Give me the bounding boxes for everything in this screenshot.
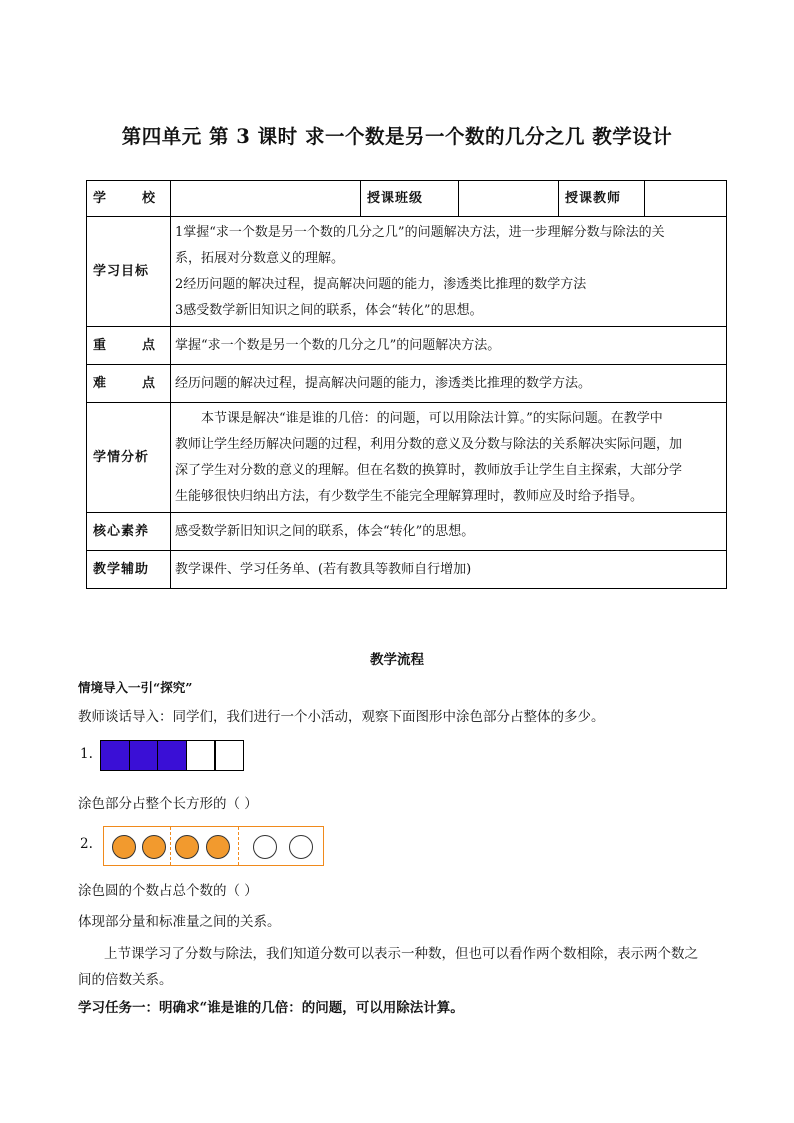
task-1-heading: 学习任务一：明确求“谁是谁的几倍：的问题，可以用除法计算。 xyxy=(78,1000,464,1016)
shaded-square xyxy=(100,740,130,771)
goal-line: 系，拓展对分数意义的理解。 xyxy=(175,250,345,266)
shaded-circle xyxy=(142,835,166,859)
school-label: 学 校 xyxy=(87,181,171,217)
teacher-label: 授课教师 xyxy=(559,181,645,217)
key-label: 重 点 xyxy=(87,327,171,365)
teacher-value[interactable] xyxy=(645,181,727,217)
goal-line: 3感受数学新旧知识之间的联系，体会“转化”的思想。 xyxy=(175,302,483,318)
literacy-label: 核心素养 xyxy=(87,513,171,551)
shaded-square xyxy=(157,740,187,771)
analysis-cell xyxy=(171,403,727,513)
question-1-number: 1. xyxy=(80,746,93,762)
lesson-info-table xyxy=(86,180,727,589)
aids-label: 教学辅助 xyxy=(87,551,171,589)
goals-cell xyxy=(171,217,727,327)
analysis-line: 教师让学生经历解决问题的过程，利用分数的意义及分数与除法的关系解决实际问题，加 xyxy=(175,436,683,452)
group-divider xyxy=(238,827,239,865)
shaded-circle xyxy=(175,835,199,859)
analysis-label: 学情分析 xyxy=(87,403,171,513)
paragraph-line-1: 上节课学习了分数与除法，我们知道分数可以表示一种数，但也可以看作两个数相除，表示两个数之 xyxy=(104,946,698,962)
school-value[interactable] xyxy=(171,181,361,217)
intro-text: 教师谈话导入：同学们，我们进行一个小活动，观察下面图形中涂色部分占整体的多少。 xyxy=(78,709,605,725)
empty-circle xyxy=(253,835,277,859)
shaded-circle xyxy=(112,835,136,859)
goal-line: 1掌握“求一个数是另一个数的几分之几”的问题解决方法，进一步理解分数与除法的关 xyxy=(175,224,665,240)
page-title: 第四单元 第 3 课时 求一个数是另一个数的几分之几 教学设计 xyxy=(121,125,673,148)
literacy-value: 感受数学新旧知识之间的联系，体会“转化”的思想。 xyxy=(171,513,727,551)
analysis-line: 生能够很快归纳出方法，有少数学生不能完全理解算理时，教师应及时给予指导。 xyxy=(175,488,644,504)
difficulty-value: 经历问题的解决过程，提高解决问题的能力，渗透类比推理的数学方法。 xyxy=(171,365,727,403)
intro-heading: 情境导入一引“探究” xyxy=(78,680,193,695)
rectangle-figure xyxy=(100,740,244,771)
aids-value: 教学课件、学习任务单、(若有教具等教师自行增加) xyxy=(171,551,727,589)
circle-figure xyxy=(103,826,324,866)
analysis-line: 本节课是解决“谁是谁的几倍：的问题，可以用除法计算。”的实际问题。在教学中 xyxy=(201,410,663,426)
group-divider xyxy=(170,827,171,865)
question-2-number: 2. xyxy=(80,836,93,852)
goal-line: 2经历问题的解决过程，提高解决问题的能力，渗透类比推理的数学方法 xyxy=(175,276,587,292)
class-value[interactable] xyxy=(459,181,559,217)
analysis-line: 深了学生对分数的意义的理解。但在名数的换算时，教师放手让学生自主探索，大部分学 xyxy=(175,462,683,478)
question-1-text: 涂色部分占整个长方形的（ ） xyxy=(78,796,258,812)
empty-circle xyxy=(289,835,313,859)
class-label: 授课班级 xyxy=(361,181,459,217)
goals-label: 学习目标 xyxy=(87,217,171,327)
shaded-circle xyxy=(206,835,230,859)
question-2-text: 涂色圆的个数占总个数的（ ） xyxy=(78,883,258,899)
relation-text: 体现部分量和标准量之间的关系。 xyxy=(78,914,281,930)
paragraph-line-2: 间的倍数关系。 xyxy=(78,972,173,988)
empty-square xyxy=(214,740,244,771)
key-value: 掌握“求一个数是另一个数的几分之几”的问题解决方法。 xyxy=(171,327,727,365)
flow-title: 教学流程 xyxy=(370,652,424,668)
empty-square xyxy=(186,740,216,771)
shaded-square xyxy=(129,740,159,771)
difficulty-label: 难 点 xyxy=(87,365,171,403)
